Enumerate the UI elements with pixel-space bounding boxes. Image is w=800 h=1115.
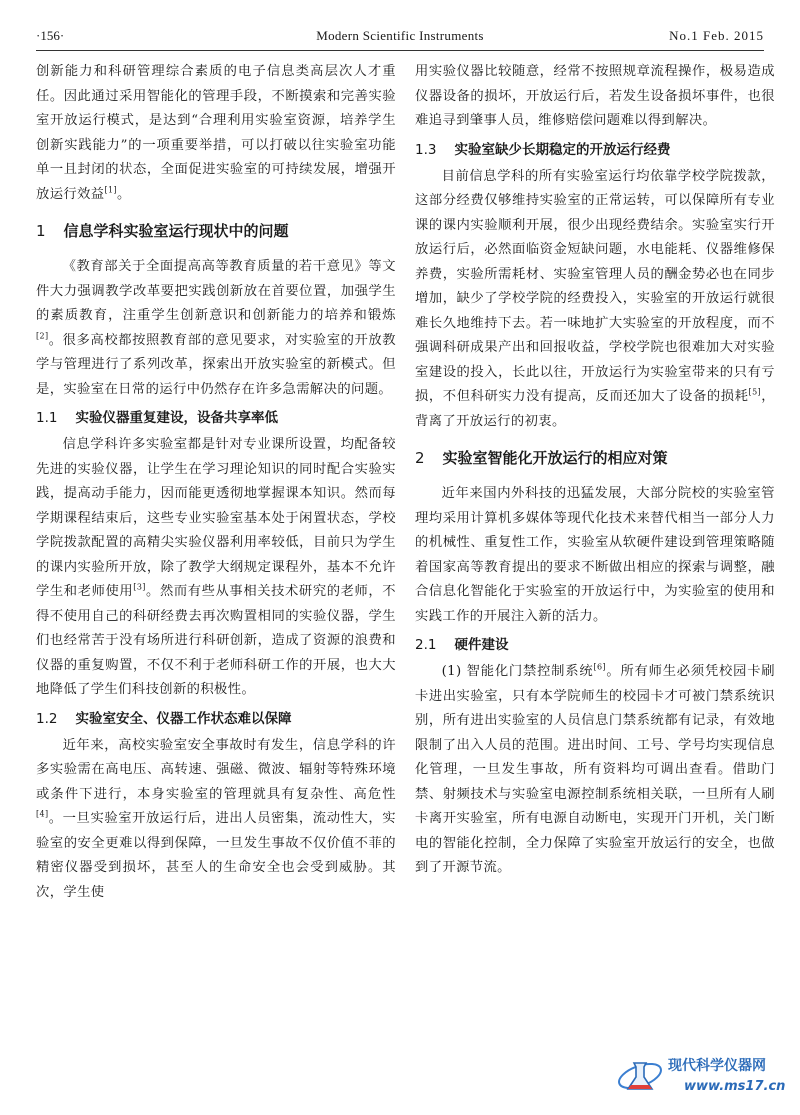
paragraph: 近年来国内外科技的迅猛发展，大部分院校的实验室管理均采用计算机多媒体等现代化技术来替代相当一部分人力的机械性、重复性工作，实验室从软硬件建设到管理策略随着国家高等教育提出的要求不断做出相应的探索与调整，融合信息化智能化于实验室的开放运行中，为实验室的使用和实践工作的开展注入新的活力。: [415, 486, 775, 624]
journal-name: Modern Scientific Instruments: [316, 28, 484, 43]
section-heading: 1 信息学科实验室运行现状中的问题: [36, 222, 289, 240]
citation[interactable]: [4]: [36, 809, 49, 819]
issue-info: No.1 Feb. 2015: [669, 28, 764, 43]
paragraph: 《教育部关于全面提高高等教育质量的若干意见》等文件大力强调教学改革要把实践创新放在首要位置，加强学生的素质教育，注重学生创新意识和创新能力的培养和锻炼[2]。很多高校都按照教育部的意见要求，对实验室的开放教学与管理进行了系列改革，探索出开放实验室的新模式。但是，实验室在日常的运行中仍然存在许多急需解决的问题。: [36, 259, 396, 397]
subsection-heading: 1.1 实验仪器重复建设，设备共享率低: [36, 410, 278, 426]
citation[interactable]: [1]: [104, 185, 118, 195]
paragraph: 近年来，高校实验室安全事故时有发生，信息学科的许多实验需在高电压、高转速、强磁、微波、辐射等特殊环境或条件下进行，本身实验室的管理就具有复杂性、高危性[4]。一旦实验室开放运行后，进出人员密集，流动性大，实验室的安全更难以得到保障，一旦发生事故不仅价值不菲的精密仪器受到损坏，甚至人的生命安全也会受到威胁。其次，学生使: [36, 737, 396, 900]
subsection-heading: 1.2 实验室安全、仪器工作状态难以保障: [36, 710, 292, 727]
right-column: [415, 60, 775, 881]
subsection-heading: 1.3 实验室缺少长期稳定的开放运行经费: [415, 141, 671, 158]
watermark-url[interactable]: www.ms17.cn: [684, 1079, 786, 1094]
paragraph: 创新能力和科研管理综合素质的电子信息类高层次人才重任。因此通过采用智能化的管理手段，不断摸索和完善实验室开放运行模式，是达到“合理利用实验室资源，培养学生创新实践能力”的一项重要举措，可以打破以往实验室功能单一且封闭的状态，全面促进实验室的可持续发展，增强开放运行效益[1]。: [36, 64, 396, 202]
left-column: [36, 60, 396, 905]
citation[interactable]: [3]: [133, 582, 146, 592]
paragraph: 用实验仪器比较随意，经常不按照规章流程操作，极易造成仪器设备的损坏，开放运行后，若发生设备损坏事件，也很难追寻到肇事人员，维修赔偿问题难以得到解决。: [415, 64, 775, 128]
subsection-heading: 2.1 硬件建设: [415, 637, 509, 653]
paragraph: (1) 智能化门禁控制系统[6]。所有师生必须凭校园卡刷卡进出实验室，只有本学院师生的校园卡才可被门禁系统识别，所有进出实验室的人员信息门禁系统都有记录，有效地限制了出入人员的范围。进出时间、工号、学号均实现信息化管理，一旦发生事故，所有资料均可调出查看。借助门禁、射频技术与实验室电源控制系统相关联，一旦所有人刷卡离开实验室，所有电源自动断电，实现开门开机，关门断电的智能化控制，全力保障了实验室开放运行的安全，也做到了开源节流。: [415, 662, 775, 875]
citation[interactable]: [5]: [748, 387, 762, 397]
citation[interactable]: [6]: [593, 662, 606, 672]
citation[interactable]: [2]: [36, 331, 49, 341]
section-heading: 2 实验室智能化开放运行的相应对策: [415, 449, 668, 467]
paragraph: 信息学科许多实验室都是针对专业课所设置，均配备较先进的实验仪器，让学生在学习理论知识的同时配合实验实践，提高动手能力，因而能更透彻地掌握课本知识。然而每学期课程结束后，这些专业实验室基本处于闲置状态，学校学院拨款配置的高精尖实验仪器利用率较低，目前只为学生的课内实验所开放，除了教学大纲规定课程外，基本不允许学生和老师使用[3]。然而有些从事相关技术研究的老师，不得不使用自己的科研经费去再次购置相同的实验仪器，学生们也经常苦于没有场所进行科研创新，造成了资源的浪费和仪器的重复购置，不仅不利于老师科研工作的开展，也大大地降低了学生们科技创新的积极性。: [36, 437, 396, 697]
site-watermark[interactable]: [616, 1049, 786, 1105]
science-instrument-logo-icon: [616, 1055, 664, 1097]
running-header: [36, 22, 764, 51]
paragraph: 目前信息学科的所有实验室运行均依靠学校学院拨款，这部分经费仅够维持实验室的正常运转，可以保障所有专业课的课内实验顺利开展，很少出现经费结余。实验室实行开放运行后，必然面临资金短缺问题，水电能耗、仪器维修保养费，实验所需耗材、实验室管理人员的酬金势必也在同步增加，缺少了学校学院的经费投入，实验室的开放运行就很难长久地维持下去。若一味地扩大实验室的开放程度，而不强调科研成果产出和回报收益，学校学院也很难加大对实验室建设的投入，长此以往，开放运行为实验室带来的只有亏损，不但科研实力没有提高，反而还加大了设备的损耗[5]，背离了开放运行的初衷。: [415, 168, 775, 429]
page-number: ·156·: [36, 28, 65, 43]
watermark-title: 现代科学仪器网: [668, 1058, 766, 1074]
